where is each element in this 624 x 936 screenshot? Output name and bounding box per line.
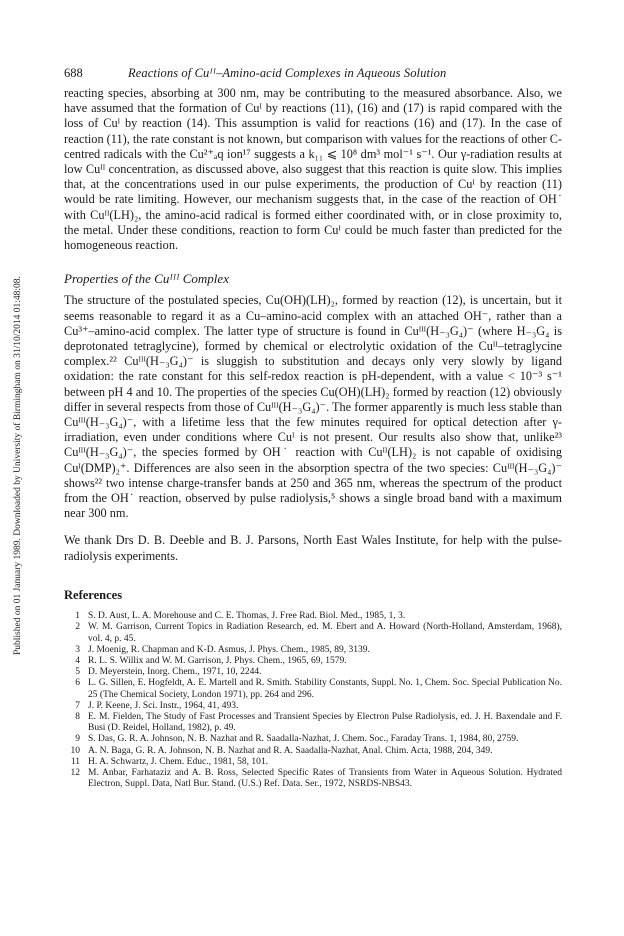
reference-item: [64, 645, 562, 656]
reference-item: [64, 746, 562, 757]
reference-item: [64, 678, 562, 700]
reference-text: W. M. Garrison, Current Topics in Radiation Research, ed. M. Ebert and A. Howard (North-Holland, Amsterdam, 1968), vol. 4, p. 45.: [88, 622, 562, 644]
reference-number: 4: [75, 655, 80, 666]
reference-number: 2: [75, 622, 80, 633]
references-heading: References: [64, 587, 123, 602]
reference-number: 10: [70, 745, 80, 756]
reference-item: [64, 734, 562, 745]
reference-item: [64, 622, 562, 644]
reference-text: L. G. Sillen, E. Hogfeldt, A. E. Martell and R. Smith. Stability Constants, Suppl. No. 1, Chem. Soc. Special Publication No. 25 (The Chemical Society, London 1971), pp. 264 and 296.: [88, 678, 562, 700]
reference-number: 8: [75, 711, 80, 722]
reference-text: M. Anbar, Farhataziz and A. B. Ross, Selected Specific Rates of Transients from Water in Aqueous Solution. Hydrated Electron, Suppl. Data, Natl Bur. Stand. (U.S.) Ref. Data. Ser., 1972, NSRDS-NBS43.: [88, 767, 562, 790]
reference-list: [64, 611, 562, 790]
reference-text: A. N. Baga, G. R. A. Johnson, N. B. Nazhat and R. A. Saadalla-Nazhat, Anal. Chim. Acta, 1988, 204, 349.: [88, 745, 493, 756]
acknowledgement: We thank Drs D. B. Deeble and B. J. Parsons, North East Wales Institute, for help with the pulse-radiolysis experiments.: [64, 533, 562, 563]
paragraph-properties: The structure of the postulated species, Cu(OH)(LH)₂, formed by reaction (12), is uncertain, but it seems reasonable to regard it as a Cu–amino-acid complex with an attached OH⁻, rather than a Cu³⁺–amino-acid complex. The latter type of structure is found in Cuᴵᴵᴵ(H₋₃G₄)⁻ (where H₋₃G₄ is deprotonated tetraglycine), formed by chemical or electrolytic oxidation of the Cuᴵᴵ–tetraglycine complex.²² Cuᴵᴵᴵ(H₋₃G₄)⁻ is sluggish to substitution and decays only very slowly by ligand oxidation: the rate constant for this self-redox reaction is pH-dependent, with a value < 10⁻³ s⁻¹ between pH 4 and 10. The properties of the species Cu(OH)(LH)₂ formed by reaction (12) obviously differ in several respects from those of Cuᴵᴵᴵ(H₋₃G₄)⁻. The former apparently is much less stable than Cuᴵᴵᴵ(H₋₃G₄)⁻, with a lifetime less that the few minutes required for optical detection after γ-irradiation, even under conditions where Cuᴵ is not present. Our results also show that, unlike²³ Cuᴵᴵᴵ(H₋₃G₄)⁻, the species formed by OH˙ reaction with Cuᴵᴵ(LH)₂ is not capable of oxidising Cuᴵ(DMP)₂⁺. Differences are also seen in the absorption spectra of the two species: Cuᴵᴵᴵ(H₋₃G₄)⁻ shows²² two intense charge-transfer bands at 250 and 365 nm, whereas the spectrum of the product from the OH˙ reaction, observed by pulse radiolysis,⁵ shows a single broad band with a maximum near 300 nm.: [64, 293, 562, 521]
reference-number: 7: [75, 700, 80, 711]
reference-text: H. A. Schwartz, J. Chem. Educ., 1981, 58, 101.: [88, 756, 268, 767]
reference-item: [64, 757, 562, 768]
reference-item: [64, 768, 562, 790]
reference-text: E. M. Fielden, The Study of Fast Processes and Transient Species by Electron Pulse Radiolysis, ed. J. H. Baxendale and F. Busi (D. Reidel, Holland, 1982), p. 49.: [88, 711, 562, 734]
article-body: [64, 86, 562, 790]
reference-number: 5: [75, 667, 80, 678]
reference-number: 3: [75, 644, 80, 655]
section-heading: Properties of the Cuᴵᴵᴵ Complex: [64, 271, 229, 287]
reference-number: 6: [75, 678, 80, 689]
reference-number: 1: [75, 611, 80, 622]
reference-text: S. D. Aust, L. A. Morehouse and C. E. Thomas, J. Free Rad. Biol. Med., 1985, 1, 3.: [88, 611, 406, 622]
reference-item: [64, 712, 562, 734]
reference-item: [64, 611, 562, 622]
reference-item: [64, 667, 562, 678]
reference-text: R. L. S. Willix and W. M. Garrison, J. Phys. Chem., 1965, 69, 1579.: [88, 655, 347, 666]
reference-text: D. Meyerstein, Inorg. Chem., 1971, 10, 2244.: [88, 667, 262, 678]
running-header: [64, 66, 562, 82]
running-title: Reactions of Cuᴵᴵ–Amino-acid Complexes in Aqueous Solution: [128, 66, 447, 80]
reference-item: [64, 656, 562, 667]
page-number: 688: [64, 66, 83, 80]
reference-text: J. Moenig, R. Chapman and K-D. Asmus, J. Phys. Chem., 1985, 89, 3139.: [88, 644, 370, 655]
download-stamp: [2, 135, 23, 655]
reference-number: 12: [70, 767, 80, 778]
download-stamp-text: Published on 01 January 1989. Downloaded by University of Birmingham on 31/10/2014 01:48:08.: [13, 276, 23, 655]
reference-text: S. Das, G. R. A. Johnson, N. B. Nazhat and R. Saadalla-Nazhat, J. Chem. Soc., Faraday Trans. 1, 1984, 80, 2759.: [88, 734, 519, 745]
reference-item: [64, 701, 562, 712]
paragraph-kinetics: reacting species, absorbing at 300 nm, may be contributing to the measured absorbance. Also, we have assumed that the formation of Cuᴵ by reactions (11), (16) and (17) is rapid compared with the loss of Cuᴵ by reaction (14). This assumption is valid for reactions (16) and (17). In the case of reaction (11), the rate constant is not known, but comparison with values for the reactions of other C-centred radicals with the Cu²⁺ₐq ion¹⁷ suggests a k₁₁ ⩽ 10⁸ dm³ mol⁻¹ s⁻¹. Our γ-radiation results at low Cuᴵᴵ concentration, as discussed above, also suggest that this reaction is quite slow. This implies that, at the concentrations used in our pulse experiments, the production of Cuᴵ by reaction (11) would be rate limiting. However, our mechanism suggests that, in the case of the reaction of OH˙ with Cuᴵᴵ(LH)₂, the amino-acid radical is formed either coordinated with, or in close proximity to, the metal. Under these conditions, reaction to form Cuᴵ could be much faster than predicted for the homogeneous reaction.: [64, 86, 562, 253]
reference-text: J. P. Keene, J. Sci. Instr., 1964, 41, 493.: [88, 700, 239, 711]
reference-number: 11: [70, 756, 80, 767]
reference-number: 9: [75, 734, 80, 745]
